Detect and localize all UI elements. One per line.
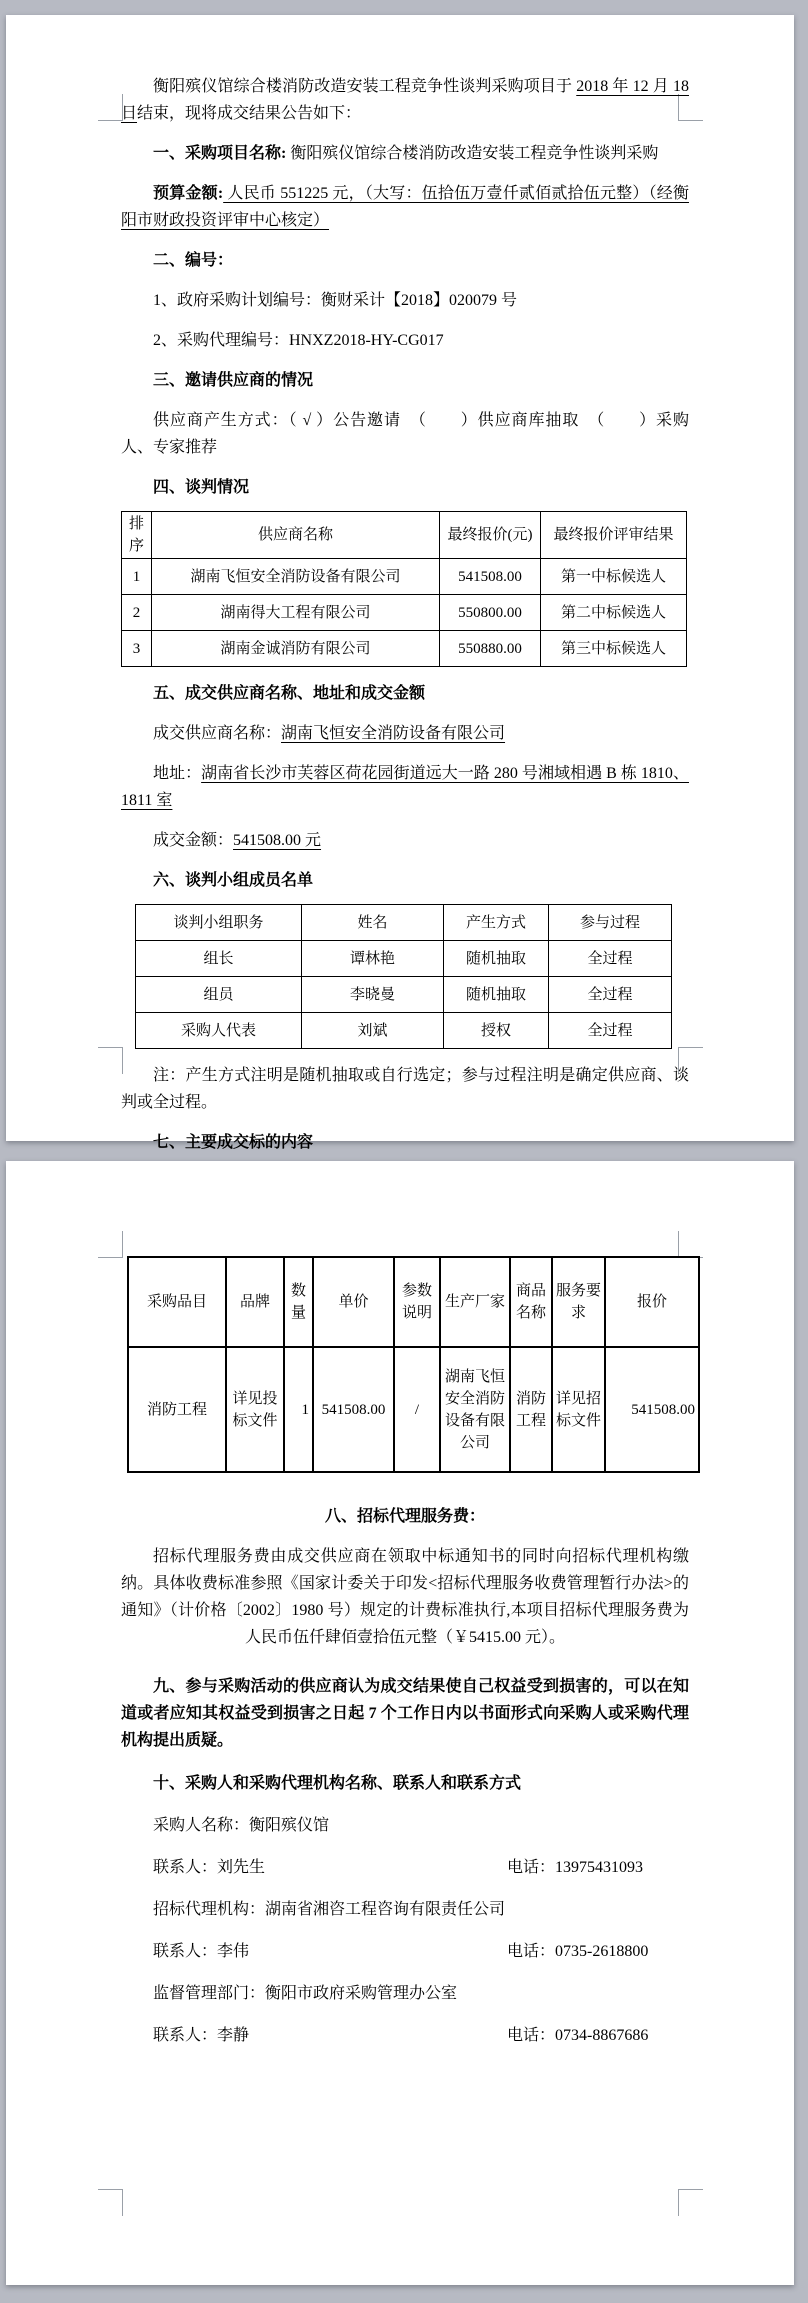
project-name-value: 衡阳殡仪馆综合楼消防改造安装工程竞争性谈判采购 (286, 145, 659, 162)
table-header-row (122, 512, 687, 559)
intro-text-post: 结束，现将成交结果公告如下： (137, 105, 362, 122)
amount-label: 成交金额： (153, 832, 234, 849)
table-cell: 采购人代表 (136, 1013, 302, 1049)
section-2-heading: 二、编号： (153, 252, 234, 269)
section-8-body: 招标代理服务费由成交供应商在领取中标通知书的同时向招标代理机构缴纳。具体收费标准参照《国家计委关于印发<招标代理服务收费管理暂行办法>的通知》（计价格〔2002〕1980 号）规定的计费标准执行,本项目招标代理服务费为人民币伍仟肆佰壹拾伍元整（￥5415.00 元）。 (121, 1548, 689, 1646)
contact-name: 联系人：李静 (153, 2027, 250, 2044)
table-cell: 刘斌 (302, 1013, 444, 1049)
table-cell: 541508.00 (440, 559, 541, 595)
table-header-cell: 谈判小组职务 (136, 905, 302, 941)
table-header-cell: 服务要求 (552, 1257, 605, 1347)
table-header-cell: 参数说明 (394, 1257, 440, 1347)
section-8-heading: 八、招标代理服务费： (324, 1508, 485, 1525)
table-cell: 550880.00 (440, 631, 541, 667)
table-cell: 541508.00 (313, 1347, 394, 1472)
table-header-cell: 单价 (313, 1257, 394, 1347)
goods-detail-table (127, 1256, 700, 1473)
table-header-cell: 姓名 (302, 905, 444, 941)
table-cell: 湖南金诚消防有限公司 (152, 631, 440, 667)
table-cell: 2 (122, 595, 152, 631)
agency-name-line: 招标代理机构：湖南省湘咨工程咨询有限责任公司 (153, 1901, 506, 1918)
address-label: 地址： (153, 765, 202, 782)
table-row (122, 631, 687, 667)
table-header-cell: 排序 (122, 512, 152, 559)
table-cell: 541508.00 (605, 1347, 699, 1472)
page-1-content (6, 15, 794, 1151)
table-cell: 湖南飞恒安全消防设备有限公司 (440, 1347, 510, 1472)
table-cell: 谭林艳 (302, 941, 444, 977)
table-header-cell: 生产厂家 (440, 1257, 510, 1347)
contact-phone: 电话：0735-2618800 (507, 1943, 649, 1960)
section-6-heading: 六、谈判小组成员名单 (153, 872, 314, 889)
table-cell: 组长 (136, 941, 302, 977)
table-cell: 全过程 (549, 977, 672, 1013)
table-header-cell: 数量 (284, 1257, 313, 1347)
table-header-cell: 采购品目 (128, 1257, 226, 1347)
table-cell: 随机抽取 (444, 977, 549, 1013)
buyer-contact-line (121, 1854, 689, 1881)
table-cell: 消防工程 (510, 1347, 552, 1472)
table-cell: 详见招标文件 (552, 1347, 605, 1472)
budget-value: 人民币 551225 元，（大写：伍拾伍万壹仟贰佰贰拾伍元整）（经衡阳市财政投资评审中心核定） (121, 185, 689, 229)
agency-contact-line (121, 1938, 689, 1965)
table-row (136, 977, 672, 1013)
budget-label: 预算金额: (153, 185, 224, 202)
table-header-cell: 最终报价评审结果 (541, 512, 687, 559)
table-header-cell: 品牌 (226, 1257, 284, 1347)
table-cell: 第三中标候选人 (541, 631, 687, 667)
table-header-cell: 产生方式 (444, 905, 549, 941)
winning-supplier-label: 成交供应商名称： (153, 725, 282, 742)
table-header-cell: 供应商名称 (152, 512, 440, 559)
table-cell: 李晓曼 (302, 977, 444, 1013)
table-header-cell: 商品名称 (510, 1257, 552, 1347)
buyer-name-line: 采购人名称：衡阳殡仪馆 (153, 1817, 330, 1834)
document-page-2[interactable] (6, 1161, 794, 2285)
winning-supplier-name: 湖南飞恒安全消防设备有限公司 (281, 725, 506, 742)
winning-supplier-line (121, 720, 689, 747)
supervisor-contact-line (121, 2022, 689, 2049)
document-page-1[interactable] (6, 15, 794, 1151)
table-cell: 湖南得大工程有限公司 (152, 595, 440, 631)
table-row (122, 595, 687, 631)
address-value: 湖南省长沙市芙蓉区荷花园街道远大一路 280 号湘域相遇 B 栋 1810、1811 室 (121, 765, 689, 809)
section-5-heading: 五、成交供应商名称、地址和成交金额 (153, 685, 426, 702)
negotiation-team-table (135, 904, 672, 1049)
section-10-heading: 十、采购人和采购代理机构名称、联系人和联系方式 (153, 1775, 522, 1792)
supervisor-line: 监督管理部门：衡阳市政府采购管理办公室 (153, 1985, 458, 2002)
table-cell: 1 (122, 559, 152, 595)
table-cell: 550800.00 (440, 595, 541, 631)
intro-paragraph (121, 73, 689, 127)
section-1-project-name (121, 140, 689, 167)
table-header-cell: 最终报价(元) (440, 512, 541, 559)
table-cell: 第一中标候选人 (541, 559, 687, 595)
table-cell: 湖南飞恒安全消防设备有限公司 (152, 559, 440, 595)
table-header-cell: 报价 (605, 1257, 699, 1347)
table-cell: 授权 (444, 1013, 549, 1049)
agency-number: 2、采购代理编号：HNXZ2018-HY-CG017 (153, 332, 444, 349)
table-header-row (128, 1257, 699, 1347)
table-cell: 消防工程 (128, 1347, 226, 1472)
team-note: 注：产生方式注明是随机抽取或自行选定；参与过程注明是确定供应商、谈判或全过程。 (121, 1067, 689, 1111)
table-cell: 组员 (136, 977, 302, 1013)
table-cell: 3 (122, 631, 152, 667)
section-9-paragraph: 九、参与采购活动的供应商认为成交结果使自己权益受到损害的，可以在知道或者应知其权益受到损害之日起 7 个工作日内以书面形式向采购人或采购代理机构提出质疑。 (121, 1678, 689, 1749)
table-header-cell: 参与过程 (549, 905, 672, 941)
amount-value: 541508.00 元 (233, 832, 322, 849)
table-cell: 1 (284, 1347, 313, 1472)
negotiation-result-table (121, 511, 687, 667)
table-header-row (136, 905, 672, 941)
supplier-source-line: 供应商产生方式：（ √ ）公告邀请 （ ）供应商库抽取 （ ）采购人、专家推荐 (121, 412, 689, 456)
contact-phone: 电话：0734-8867686 (507, 2027, 649, 2044)
contact-phone: 电话：13975431093 (507, 1859, 644, 1876)
contact-name: 联系人：刘先生 (153, 1859, 266, 1876)
section-4-heading: 四、谈判情况 (153, 479, 250, 496)
table-cell: / (394, 1347, 440, 1472)
closing-date: 2018 年 12 月 18 日 (121, 78, 689, 122)
table-cell: 随机抽取 (444, 941, 549, 977)
supplier-address-line (121, 760, 689, 814)
table-row (136, 1013, 672, 1049)
deal-amount-line (121, 827, 689, 854)
table-cell: 第二中标候选人 (541, 595, 687, 631)
section-3-heading: 三、邀请供应商的情况 (153, 372, 314, 389)
intro-text-pre: 衡阳殡仪馆综合楼消防改造安装工程竞争性谈判采购项目于 (153, 78, 577, 95)
section-7-heading: 七、主要成交标的内容 (153, 1134, 314, 1151)
contact-name: 联系人：李伟 (153, 1943, 250, 1960)
plan-number: 1、政府采购计划编号：衡财采计【2018】020079 号 (153, 292, 518, 309)
table-row (128, 1347, 699, 1472)
table-row (122, 559, 687, 595)
budget-paragraph (121, 180, 689, 234)
table-row (136, 941, 672, 977)
table-cell: 详见投标文件 (226, 1347, 284, 1472)
page-2-content (6, 1161, 794, 2285)
table-cell: 全过程 (549, 941, 672, 977)
table-cell: 全过程 (549, 1013, 672, 1049)
section-1-heading: 一、采购项目名称: (153, 145, 287, 162)
